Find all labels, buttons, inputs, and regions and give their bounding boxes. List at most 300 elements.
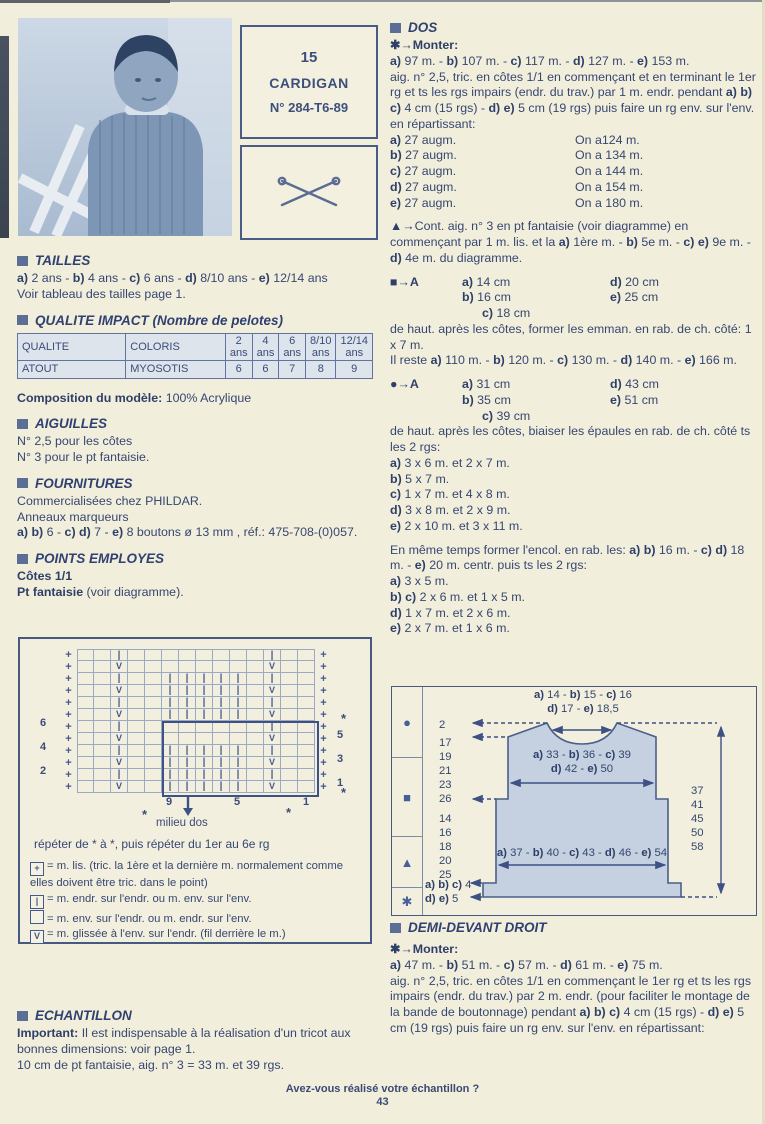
chart-cell [162, 649, 179, 661]
chart-cell: | [196, 673, 213, 685]
chart-repeat-caption: répéter de * à *, puis répéter du 1er au 6e rg [34, 837, 270, 851]
chart-cell: | [179, 709, 196, 721]
legend-item: V = m. glissée à l'env. sur l'endr. (fil derrière le m.) [30, 927, 360, 944]
chart-cell [128, 661, 145, 673]
augm-row: c) 27 augm. On a 144 m. [390, 164, 644, 178]
chart-cell [128, 733, 145, 745]
chart-cell [230, 649, 247, 661]
pattern-ref: N° 284-T6-89 [269, 100, 349, 115]
section-qualite-header [17, 313, 375, 328]
chart-cell: | [162, 781, 179, 793]
section-title: DOS [408, 20, 438, 35]
scan-edge-bar [0, 36, 9, 238]
chart-cell [77, 757, 94, 769]
dos-armhole-para: de haut. après les côtes, former les emman. en rab. de ch. côté: 1 x 7 m. [390, 321, 752, 352]
table-header-row: QUALITE COLORIS 2 ans 4 ans 6 ans 8/10 ans 12/14 ans [18, 333, 373, 360]
chart-cell [77, 745, 94, 757]
chart-cell [77, 685, 94, 697]
chart-cell [77, 697, 94, 709]
chart-cell [298, 709, 315, 721]
section-square-icon [17, 478, 28, 488]
chart-cell [230, 661, 247, 673]
chart-edge-stitch: + [65, 733, 72, 745]
stitch-chart-grid [60, 649, 332, 793]
chart-cell: | [264, 721, 281, 733]
schematic-right-num: 50 [691, 827, 704, 839]
chart-cell [94, 721, 111, 733]
section-aiguilles-header [17, 416, 375, 431]
section-title: QUALITE IMPACT (Nombre de pelotes) [35, 312, 284, 328]
chart-cell [94, 649, 111, 661]
chart-edge-stitch: + [65, 745, 72, 757]
chart-cell [77, 721, 94, 733]
fournitures-line-2: Anneaux marqueurs [17, 509, 129, 524]
circle-arrow-marker: ●→A [390, 377, 419, 391]
neck-bindoff-d: d) 1 x 7 m. et 2 x 6 m. [390, 605, 511, 620]
chart-cell [298, 733, 315, 745]
chart-cell [213, 661, 230, 673]
chart-cell: | [213, 781, 230, 793]
neck-bindoff-bc: b) c) 2 x 6 m. et 1 x 5 m. [390, 589, 525, 604]
legend-symbol-slip: V [30, 930, 44, 944]
chart-cell [77, 649, 94, 661]
neck-bindoff-e: e) 2 x 7 m. et 1 x 6 m. [390, 621, 510, 636]
repeat-asterisk: * [142, 807, 148, 822]
chart-cell: | [111, 697, 128, 709]
needle-size-1: N° 2,5 pour les côtes [17, 434, 133, 449]
chart-cell: | [213, 757, 230, 769]
chart-cell [247, 721, 264, 733]
chart-cell [128, 697, 145, 709]
chart-cell [281, 661, 298, 673]
chart-cell [298, 649, 315, 661]
chart-cell [247, 661, 264, 673]
chart-cell [281, 697, 298, 709]
chart-cell: | [111, 745, 128, 757]
dos-shoulder-para: de haut. après les côtes, biaiser les épaules en rab. de ch. côté ts les 2 rgs: [390, 424, 751, 454]
chart-cell: | [213, 709, 230, 721]
chart-cell [94, 781, 111, 793]
chart-cell: | [196, 697, 213, 709]
chart-cell [145, 781, 162, 793]
chart-cell [298, 673, 315, 685]
chart-cell [94, 673, 111, 685]
echantillon-text: Important: Il est indispensable à la réalisation d'un tricot aux bonnes dimensions: voir page 1. [17, 1026, 351, 1056]
chart-cell [77, 769, 94, 781]
left-column [17, 243, 375, 635]
chart-cell [230, 733, 247, 745]
yarn-quantity-table [17, 333, 373, 379]
chart-col-label: 5 [234, 796, 241, 808]
composition-label: Composition du modèle: [17, 390, 163, 405]
chart-cell: | [179, 685, 196, 697]
chart-cell: | [111, 649, 128, 661]
chart-edge-stitch: + [65, 769, 72, 781]
schematic-right-num: 58 [691, 841, 704, 853]
chart-cell: V [264, 757, 281, 769]
monter-marker: ✱→Monter: [390, 38, 459, 52]
schematic-right-num: 37 [691, 785, 704, 797]
circle-marker: ● [392, 687, 422, 758]
chart-cell [298, 685, 315, 697]
chart-cell [145, 721, 162, 733]
schematic-left-num: 21 [439, 765, 452, 777]
chart-cell [145, 757, 162, 769]
schematic-left-num: 2 [439, 719, 446, 731]
schematic-left-num: 23 [439, 779, 452, 791]
section-demi-header [390, 920, 756, 935]
schematic-left-num: 19 [439, 751, 452, 763]
chart-edge-stitch: + [320, 745, 327, 757]
chart-cell: | [230, 697, 247, 709]
section-square-icon [390, 923, 401, 933]
section-title: POINTS EMPLOYES [35, 551, 165, 566]
chart-edge-stitch: + [320, 769, 327, 781]
chart-cell: | [213, 697, 230, 709]
chart-cell [94, 685, 111, 697]
chart-cell: | [213, 673, 230, 685]
milieu-dos-label: milieu dos [156, 817, 208, 829]
section-square-icon [17, 1011, 28, 1021]
schematic-left-num: 20 [439, 855, 452, 867]
square-marker: ■ [392, 758, 422, 837]
schematic-left-num: 26 [439, 793, 452, 805]
section-square-icon [17, 315, 28, 325]
chart-edge-stitch: + [65, 757, 72, 769]
schematic-left-num: 18 [439, 841, 452, 853]
chart-cell: V [264, 685, 281, 697]
stitch-2: Pt fantaisie (voir diagramme). [17, 584, 184, 599]
augm-row: d) 27 augm. On a 154 m. [390, 179, 644, 194]
chart-edge-stitch: + [320, 733, 327, 745]
chart-cell: | [230, 745, 247, 757]
needles-box [240, 145, 378, 240]
chart-cell: V [111, 661, 128, 673]
section-square-icon [17, 419, 28, 429]
garment-outline [423, 687, 756, 913]
neck-bindoff-a: a) 3 x 5 m. [390, 574, 449, 588]
chart-row-label: 6 [40, 717, 47, 729]
dos-continue-para: ▲→Cont. aig. n° 3 en pt fantaisie (voir diagramme) en commençant par 1 m. lis. et la a) 1ère m. - b) 5e m. - c) e) 9e m. - d) 4e m. du diagramme. [390, 219, 751, 265]
chart-cell: | [264, 769, 281, 781]
chart-cell: | [162, 709, 179, 721]
chest-width-label-1: a) 33 - b) 36 - c) 39 [533, 749, 631, 761]
chart-cell [247, 697, 264, 709]
chart-cell: | [179, 781, 196, 793]
demi-ribbing-para: aig. n° 2,5, tric. en côtes 1/1 en commençant le 1er rg et ts les rgs impairs (endr. du trav.) par 2 m. endr. (pour faciliter le montage de la bande de boutonnage) pendant a) b) c) 4 cm (15 rgs) - d) e) 5 cm (19 rgs) puis faire un rg env. sur l'env. en répartissant: [390, 973, 752, 1035]
chart-cell [94, 769, 111, 781]
chart-cell: | [162, 697, 179, 709]
chart-edge-stitch: + [320, 673, 327, 685]
chart-edge-stitch: + [65, 709, 72, 721]
chart-edge-stitch: + [65, 661, 72, 673]
neck-width-label-2: d) 17 - e) 18,5 [547, 703, 619, 715]
chart-cell [179, 721, 196, 733]
chart-cell [247, 733, 264, 745]
schematic-left-num: 16 [439, 827, 452, 839]
chart-cell [281, 709, 298, 721]
chart-cell [77, 709, 94, 721]
milieu-dos-arrow [182, 795, 194, 817]
triangle-marker: ▲ [392, 837, 422, 888]
chart-cell [298, 745, 315, 757]
chart-cell [213, 733, 230, 745]
chart-cell [128, 649, 145, 661]
augm-row: b) 27 augm. On a 134 m. [390, 148, 644, 163]
chart-edge-stitch: + [320, 721, 327, 733]
dos-section [390, 20, 756, 684]
augm-row: a) 27 augm. On a124 m. [390, 132, 640, 147]
composition-line [17, 391, 375, 407]
chart-cell [281, 781, 298, 793]
fournitures-line-3: a) b) 6 - c) d) 7 - e) 8 boutons ø 13 mm , réf.: 475-708-(0)057. [17, 525, 358, 540]
section-title: TAILLES [35, 253, 91, 268]
garment-schematic-box [391, 686, 757, 916]
shoulder-bindoff-c: c) 1 x 7 m. et 4 x 8 m. [390, 487, 510, 502]
schematic-right-num: 45 [691, 813, 704, 825]
chart-cell: | [230, 685, 247, 697]
legend-symbol-knit: | [30, 895, 44, 909]
chart-cell [281, 685, 298, 697]
chart-cell: | [162, 769, 179, 781]
chart-cell [247, 649, 264, 661]
chart-row-label: 1 [337, 777, 344, 789]
neck-width-label-1: a) 14 - b) 15 - c) 16 [534, 689, 632, 701]
tailles-note: Voir tableau des tailles page 1. [17, 286, 186, 301]
chart-edge-stitch: + [65, 649, 72, 661]
chart-cell [298, 661, 315, 673]
chart-cell [162, 661, 179, 673]
chart-cell: | [230, 769, 247, 781]
chart-cell: | [196, 685, 213, 697]
chart-cell [247, 757, 264, 769]
chart-cell: | [179, 769, 196, 781]
schematic-drawing [423, 687, 756, 915]
schematic-left-num: 17 [439, 737, 452, 749]
chart-cell: | [230, 709, 247, 721]
chart-cell: | [264, 673, 281, 685]
chart-cell: | [196, 709, 213, 721]
chart-cell: V [111, 709, 128, 721]
chart-edge-stitch: + [320, 709, 327, 721]
chart-cell: | [162, 745, 179, 757]
model-photo [18, 18, 232, 236]
chart-cell [247, 685, 264, 697]
stitch-1: Côtes 1/1 [17, 569, 73, 583]
chart-cell [145, 733, 162, 745]
chart-edge-stitch: + [320, 697, 327, 709]
chart-edge-stitch: + [320, 757, 327, 769]
repeat-asterisk: * [286, 805, 292, 820]
shoulder-bindoff-b: b) 5 x 7 m. [390, 471, 450, 486]
chart-cell [247, 709, 264, 721]
section-points-header [17, 551, 375, 566]
footer-question: Avez-vous réalisé votre échantillon ? [285, 1083, 480, 1095]
chart-cell: V [111, 733, 128, 745]
chart-cell: | [162, 685, 179, 697]
chart-cell [196, 661, 213, 673]
chart-cell [247, 781, 264, 793]
chart-cell [145, 697, 162, 709]
chart-cell: | [213, 685, 230, 697]
armhole-height-block: ■→A a) 14 cm d) 20 cm b) 16 cm e) 25 cm c) 18 cm [390, 274, 659, 320]
chart-cell: | [196, 769, 213, 781]
table-row: ATOUT MYOSOTIS 6 6 7 8 9 [18, 360, 373, 378]
chart-cell: | [179, 757, 196, 769]
demi-cast-on: a) 47 m. - b) 51 m. - c) 57 m. - d) 61 m. - e) 75 m. [390, 957, 663, 972]
shoulder-bindoff-a: a) 3 x 6 m. et 2 x 7 m. [390, 455, 510, 470]
chart-cell [298, 781, 315, 793]
repeat-asterisk: * [341, 711, 347, 726]
chart-cell [179, 733, 196, 745]
pattern-number: 15 [300, 49, 318, 66]
chart-edge-stitch: + [65, 697, 72, 709]
chart-edge-stitch: + [65, 721, 72, 733]
dos-ribbing-para: aig. n° 2,5, tric. en côtes 1/1 en commençant et en terminant le 1er rg et ts les rgs impairs (endr. du trav.) par 1 m. endr. pendant a) b) c) 4 cm (15 rgs) - d) e) 5 cm (19 rgs) puis faire un rg env. sur l'env. en répartissant: [390, 69, 756, 131]
chart-cell [162, 733, 179, 745]
crossed-needles-icon [269, 164, 349, 222]
rib-height-de: d) e) 5 [425, 893, 459, 905]
dos-neckline-para: En même temps former l'encol. en rab. les: a) b) 16 m. - c) d) 18 m. - e) 20 m. centr. puis ts les 2 rgs: [390, 542, 745, 573]
chart-cell [281, 733, 298, 745]
section-title: FOURNITURES [35, 475, 133, 491]
page-number: 43 [376, 1096, 389, 1108]
chart-cell: | [264, 697, 281, 709]
section-dos-header [390, 20, 756, 35]
chart-cell [94, 733, 111, 745]
chart-cell: | [111, 673, 128, 685]
chart-cell [298, 769, 315, 781]
chart-cell: | [179, 745, 196, 757]
chart-edge-stitch: + [320, 685, 327, 697]
dos-remaining-para: Il reste a) 110 m. - b) 120 m. - c) 130 m. - d) 140 m. - e) 166 m. [390, 353, 737, 368]
chart-cell [196, 649, 213, 661]
chart-cell [281, 745, 298, 757]
chart-cell [179, 661, 196, 673]
chart-cell [162, 721, 179, 733]
star-marker: ✱ [401, 893, 413, 909]
chart-edge-stitch: + [320, 649, 327, 661]
rib-height-abc: a) b) c) 4 [425, 879, 472, 891]
chart-cell [128, 745, 145, 757]
shoulder-bindoff-e: e) 2 x 10 m. et 3 x 11 m. [390, 518, 523, 533]
schematic-marker-column [392, 687, 423, 915]
chart-cell: | [111, 721, 128, 733]
chart-col-label: 1 [303, 796, 310, 808]
chart-cell [77, 673, 94, 685]
legend-item: = m. env. sur l'endr. ou m. endr. sur l'env. [30, 910, 360, 927]
chart-cell: | [196, 745, 213, 757]
chart-cell [128, 685, 145, 697]
chart-cell: | [111, 769, 128, 781]
chart-legend [30, 859, 360, 945]
chart-edge-stitch: + [320, 661, 327, 673]
chart-cell: | [196, 781, 213, 793]
chart-cell [196, 721, 213, 733]
chart-cell: | [230, 673, 247, 685]
chart-row-label: 2 [40, 765, 47, 777]
augm-row: e) 27 augm. On a 180 m. [390, 195, 644, 210]
chart-cell: V [264, 781, 281, 793]
chart-cell [128, 757, 145, 769]
chart-cell [94, 745, 111, 757]
page-top-edge-dark [0, 0, 170, 3]
shoulder-height-block: ●→A a) 31 cm d) 43 cm b) 35 cm e) 51 cm c) 39 cm [390, 377, 659, 423]
chart-cell: V [264, 709, 281, 721]
section-echantillon-header [17, 1008, 375, 1023]
chart-cell: V [111, 781, 128, 793]
needle-size-2: N° 3 pour le pt fantaisie. [17, 450, 150, 464]
chart-cell [77, 733, 94, 745]
chart-cell [128, 769, 145, 781]
section-square-icon [17, 256, 28, 266]
demi-devant-section [390, 920, 756, 1080]
chart-cell [298, 757, 315, 769]
chart-cell: | [264, 745, 281, 757]
chart-cell [281, 721, 298, 733]
chart-cell: | [213, 745, 230, 757]
chart-cell [145, 661, 162, 673]
legend-symbol-purl [30, 910, 44, 924]
chart-cell [281, 769, 298, 781]
chart-cell [281, 649, 298, 661]
chart-cell [196, 733, 213, 745]
pattern-title: CARDIGAN [269, 75, 349, 91]
chart-cell [145, 769, 162, 781]
chart-cell: V [111, 757, 128, 769]
section-title: ECHANTILLON [35, 1008, 132, 1023]
chart-cell: | [179, 673, 196, 685]
chart-cell [77, 781, 94, 793]
section-title: AIGUILLES [35, 416, 108, 432]
chart-cell [128, 709, 145, 721]
chart-cell: | [230, 757, 247, 769]
stitch-chart-box [18, 637, 372, 944]
chart-cell [128, 673, 145, 685]
chart-cell [247, 769, 264, 781]
fournitures-line-1: Commercialisées chez PHILDAR. [17, 493, 203, 508]
monter-marker: ✱→Monter: [390, 942, 459, 956]
square-arrow-marker: ■→A [390, 274, 419, 289]
chart-cell [213, 649, 230, 661]
chart-cell [298, 721, 315, 733]
shoulder-bindoff-d: d) 3 x 8 m. et 2 x 9 m. [390, 503, 511, 517]
section-fournitures-header [17, 476, 375, 491]
section-tailles-header [17, 253, 375, 268]
chart-cell: | [196, 757, 213, 769]
child-cardigan-photo [18, 18, 232, 236]
chart-cell [145, 649, 162, 661]
composition-value: 100% Acrylique [165, 390, 252, 405]
pattern-id-box [240, 25, 378, 139]
chart-edge-stitch: + [320, 781, 327, 793]
chart-col-label: 9 [166, 796, 173, 808]
section-title: DEMI-DEVANT DROIT [408, 920, 547, 935]
chart-cell [281, 673, 298, 685]
chart-cell [213, 721, 230, 733]
chart-cell [247, 745, 264, 757]
section-square-icon [390, 23, 401, 33]
chart-cell [94, 757, 111, 769]
chart-cell [128, 781, 145, 793]
chart-row-label: 3 [337, 753, 344, 765]
chart-edge-stitch: + [65, 673, 72, 685]
chart-edge-stitch: + [65, 685, 72, 697]
chart-cell: | [162, 673, 179, 685]
chart-cell [128, 721, 145, 733]
chart-cell: V [264, 661, 281, 673]
chart-cell [230, 721, 247, 733]
